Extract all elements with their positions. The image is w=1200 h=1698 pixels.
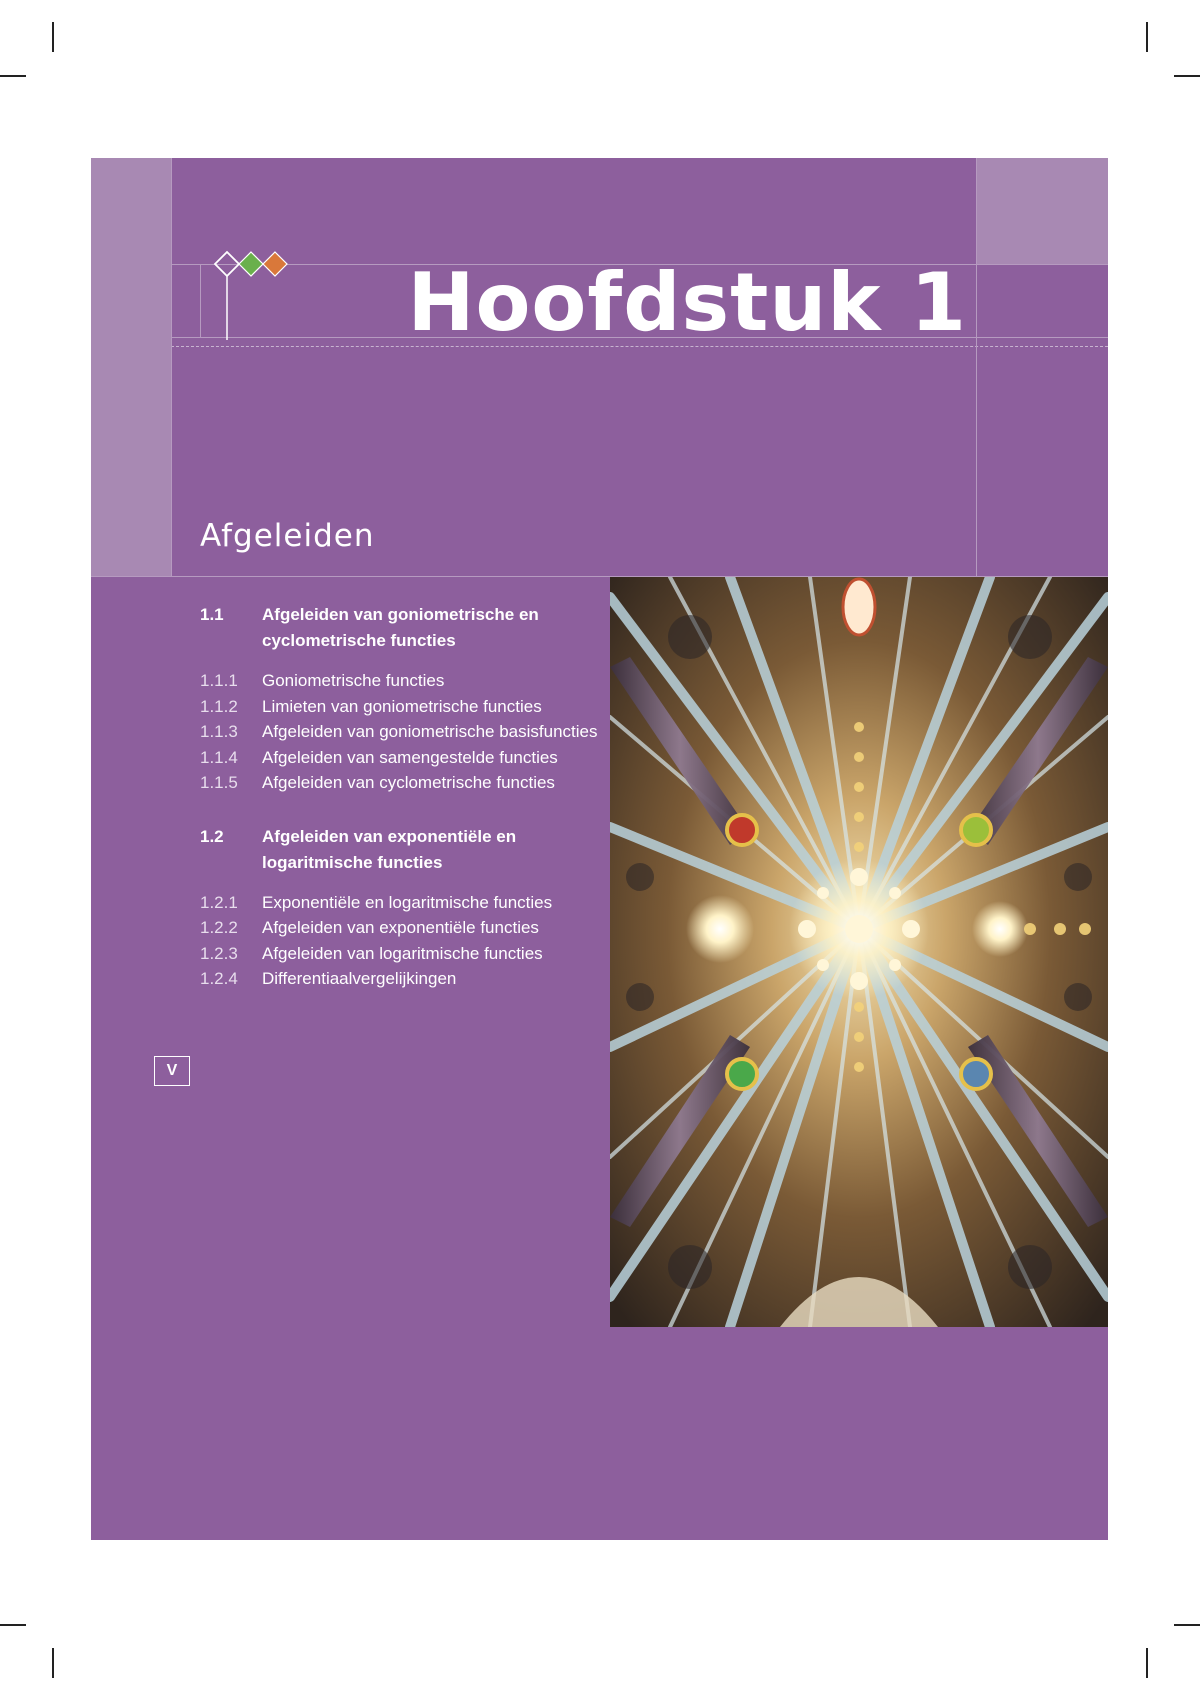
toc-item-number: 1.2.4 xyxy=(200,969,238,988)
crop-mark xyxy=(0,75,26,77)
table-of-contents xyxy=(200,602,600,992)
toc-item-number: 1.1.4 xyxy=(200,747,238,767)
toc-section xyxy=(200,824,600,876)
diamond-green-icon xyxy=(239,252,263,276)
toc-item xyxy=(200,694,600,720)
crop-mark xyxy=(1174,1624,1200,1626)
toc-item-number: 1.1.3 xyxy=(200,722,238,741)
toc-item xyxy=(200,890,600,916)
grid-line xyxy=(171,158,172,576)
toc-item-number: 1.2.3 xyxy=(200,943,238,963)
right-accent-band xyxy=(976,158,1108,264)
toc-item xyxy=(200,941,600,967)
toc-item-title: Goniometrische functies xyxy=(262,671,445,690)
toc-item xyxy=(200,719,600,745)
chapter-logo-icon xyxy=(210,250,290,342)
diamond-orange-icon xyxy=(263,252,287,276)
chapter-title: Hoofdstuk 1 xyxy=(407,256,967,349)
toc-item xyxy=(200,915,600,941)
toc-item-title: Afgeleiden van goniometrische basisfuncties xyxy=(262,722,598,741)
chapter-subtitle: Afgeleiden xyxy=(200,518,375,554)
left-accent-band xyxy=(91,158,171,576)
toc-item-number: 1.2.1 xyxy=(200,892,238,912)
level-badge: V xyxy=(154,1056,190,1086)
grid-line xyxy=(976,158,977,576)
toc-item-number: 1.2.2 xyxy=(200,918,238,937)
toc-item-number: 1.1.2 xyxy=(200,696,238,716)
toc-item xyxy=(200,745,600,771)
toc-section-number: 1.1 xyxy=(200,605,224,624)
grid-line xyxy=(200,264,201,337)
toc-item xyxy=(200,668,600,694)
toc-item-title: Afgeleiden van logaritmische functies xyxy=(262,943,543,963)
diamond-white-icon xyxy=(215,252,239,276)
cathedral-ceiling-photo xyxy=(610,577,1108,1327)
crop-mark xyxy=(1174,75,1200,77)
toc-section-title: Afgeleiden van exponentiële en logaritmische functies xyxy=(262,826,517,872)
crop-mark xyxy=(52,22,54,52)
toc-item-title: Exponentiële en logaritmische functies xyxy=(262,892,553,912)
toc-item-title: Afgeleiden van cyclometrische functies xyxy=(262,773,555,792)
toc-section-title: Afgeleiden van goniometrische en cyclometrische functies xyxy=(262,605,539,650)
toc-item-title: Afgeleiden van exponentiële functies xyxy=(262,918,539,937)
toc-item-title: Differentiaalvergelijkingen xyxy=(262,969,457,988)
toc-item-title: Afgeleiden van samengestelde functies xyxy=(262,747,558,767)
toc-section-number: 1.2 xyxy=(200,826,224,846)
toc-item xyxy=(200,770,600,796)
toc-item-title: Limieten van goniometrische functies xyxy=(262,696,542,716)
toc-section xyxy=(200,602,600,654)
crop-mark xyxy=(1146,1648,1148,1678)
toc-item-number: 1.1.1 xyxy=(200,671,238,690)
crop-mark xyxy=(1146,22,1148,52)
crop-mark xyxy=(0,1624,26,1626)
toc-item xyxy=(200,966,600,992)
toc-item-number: 1.1.5 xyxy=(200,773,238,792)
crop-mark xyxy=(52,1648,54,1678)
